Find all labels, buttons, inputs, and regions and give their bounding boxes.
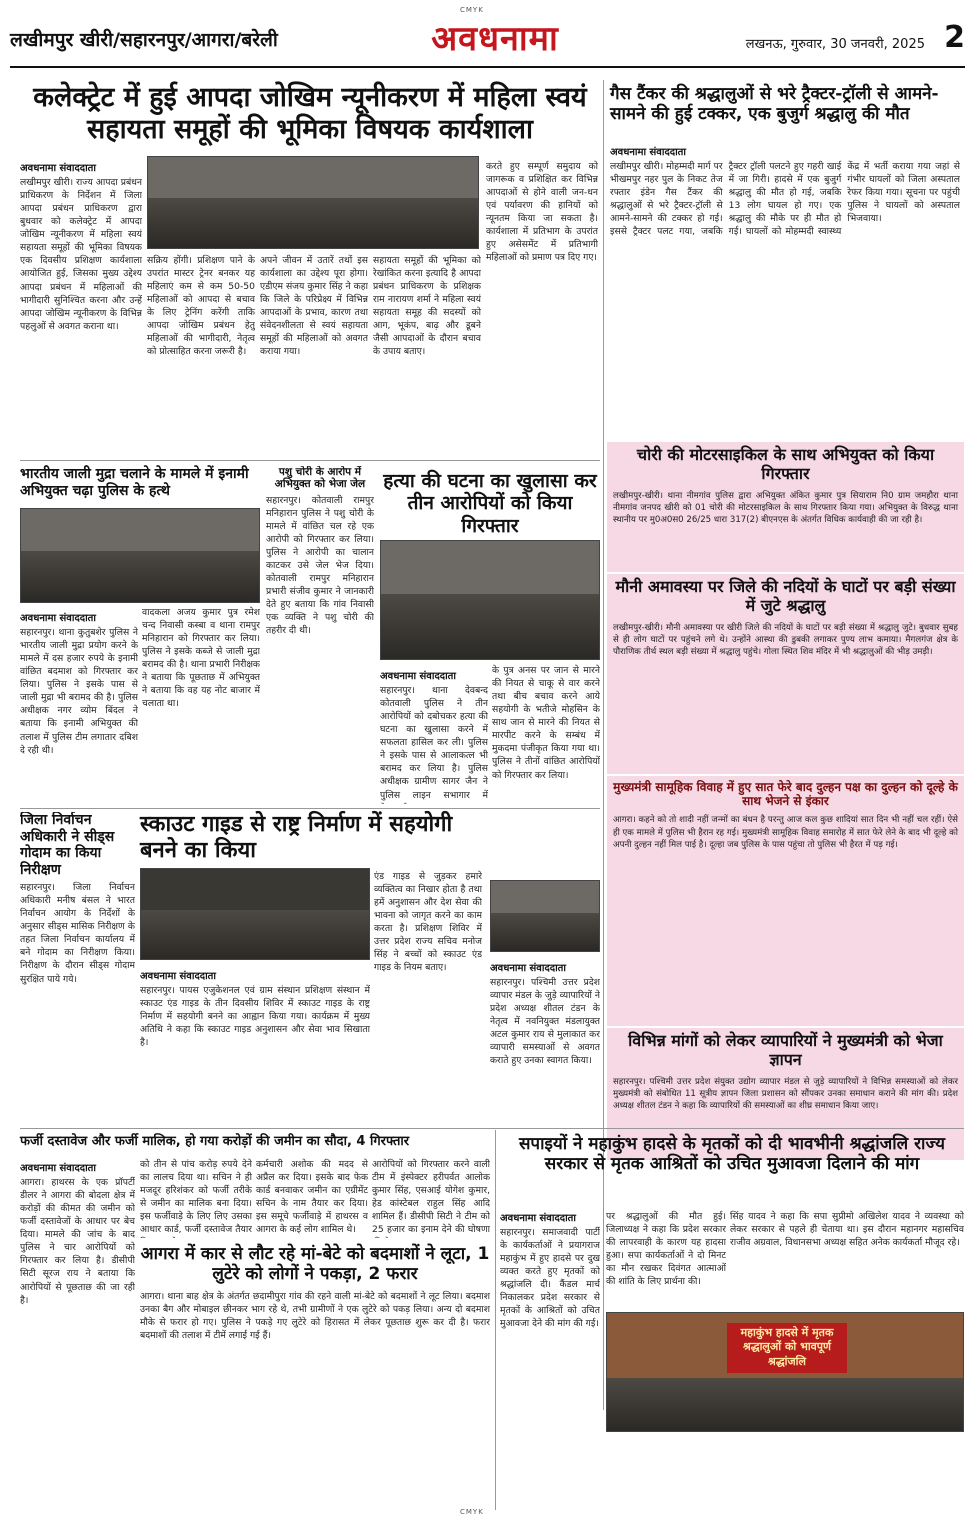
article-text: लखीमपुर-खीरी। थाना नीमगांव पुलिस द्वारा अभियुक्त अंकित कुमार पुत्र सियाराम नि0 ग्राम जमहौरा थाना नीमगांव जनपद खीरी को 01 चोरी की मोटरसाइकिल के साथ गिरफ्तार किया गया। अभियुक्त के विरुद्ध थाना स्थानीय पर मु0अ0स0 26/25 धारा 317(2) बीएनएस के अंतर्गत विधिक कार्यवाही की जा रही है। [613,490,958,526]
article-fake-documents-col3 [256,1158,368,1238]
headline-cattle-theft: पशु चोरी के आरोप में अभियुक्त को भेजा जेल [274,466,366,491]
article-fake-documents-col2 [140,1158,252,1238]
article-murder-col2 [492,664,600,804]
article-text: सहारनपुर। पश्चिमी उत्तर प्रदेश व्यापार मंडल के जुड़े व्यापारियों ने प्रदेश अध्यक्ष शीतल टंडन के नेतृत्व में नवनियुक्त मंडलायुक्त अटल कुमार राय से मुलाकात कर व्यापारी समस्याओं से अवगत कराते हुए उनका स्वागत किया। [490,977,600,1067]
headline-bike-theft: चोरी की मोटरसाइकिल के साथ अभियुक्त को किया गिरफ्तार [636,445,935,483]
article-text: सहारनपुर। पायस एजुकेशनल एवं ग्राम संस्थान प्रशिक्षण संस्थान में स्काउट एंड गाइड के तीन दिवसीय शिविर में स्काउट गाइड के राष्ट्र निर्माण में सहयोगी बनने का आह्वान किया गया। कार्यक्रम में मुख्य अतिथि ने कहा कि स्काउट गाइड अनुशासन और सेवा भाव सिखाता है। [140,985,370,1049]
box-mass-marriage [607,776,964,1026]
article-cattle-theft [266,466,374,806]
article-text: सहारनपुर। थाना देवबन्द कोतवाली पुलिस ने तीन आरोपियों को दबोचकर हत्या की घटना का खुलासा करने में सफलता हासिल कर ली। पुलिस ने इसके पास से आलाकत्ल भी बरामद कर लिया है। पुलिस अधीक्षक ग्रामीण सागर जैन ने पुलिस लाइन सभागार में [380,685,488,801]
article-scout-guide-col1 [140,964,370,1124]
workshop-photo [147,156,479,249]
article-commissioner [490,956,600,1124]
article-text: पर श्रद्धालुओं की मौत हुई। जिलाध्यक्ष ने कहा कि प्रदेश सरकार की लापरवाही के कारण यह हादसा हुआ। सपा कार्यकर्ताओं ने दो मिनट का मौन रखकर दिवंगत आत्माओं की शांति के लिए प्रार्थना की। [606,1211,726,1288]
byline: अवधनामा संवाददाता [20,1163,96,1174]
article-text: लखीमपुर खीरी। मोहम्मदी मार्ग पर भीखमपुर नहर पुल के निकट तेज रफ्तार इंडेन गैस टैंकर की श्रद्धालुओं से भरे ट्रैक्टर-ट्रॉली से आमने-सामने की टक्कर हो गई। इससे ट्रैक्टर पलट गया, जबकि ट्रैक्टर ट्रॉली पलटने हुए गहरी खाई में जा गिरी। हादसे में एक बुजुर्ग श्रद्धालु की मौत हो गई, जबकि 13 लोग घायल हो गए। एक श्रद्धालु की मौके पर ही मौत हो गई। घायलों को मोहम्मदी स्वास्थ्य केंद्र में भर्ती कराया गया जहां से गंभीर घायलों को जिला अस्पताल रेफर किया गया। सूचना पर पहुंची पुलिस ने घायलों को अस्पताल भिजवाया। [610,161,960,238]
byline: अवधनामा संवाददाता [140,971,216,982]
article-workshop-col3 [260,254,368,454]
logo-text: अवधनामा [431,19,559,59]
article-robbery [140,1290,490,1500]
article-text: लखीमपुर खीरी। राज्य आपदा प्रबंधन प्राधिकरण के निर्देशन में जिला आपदा प्रबंधन प्राधिकरण द्वारा बुधवार को कलेक्ट्रेट में आपदा जोखिम न्यूनीकरण में महिला स्वयं सहायता समूहों की भूमिका विषयक एक दिवसीय प्रशिक्षण कार्यशाला आयोजित हुई, जिसका मुख्य उद्देश्य आपदा प्रबंधन में महिलाओं की भागीदारी सुनिश्चित करना और उन्हें आपदा जोखिम न्यूनीकरण के विभिन्न पहलुओं से अवगत कराना था। [20,177,142,332]
article-workshop-col1 [20,156,142,456]
headline-scout-guide: स्काउट गाइड से राष्ट्र निर्माण में सहयोगी बनने का किया [140,812,453,863]
headline-mass-marriage: मुख्यमंत्री सामूहिक विवाह में हुए सात फेरे बाद दुल्हन पक्ष का दुल्हन को दूल्हे के साथ भेजने से इंकार [613,780,958,809]
headline-fake-documents: फर्जी दस्तावेज और फर्जी मालिक, हो गया करोड़ों की जमीन का सौदा, 4 गिरफ्तार [20,1134,410,1149]
headline-mauni-amavasya: मौनी अमावस्या पर जिले की नदियों के घाटों पर बड़ी संख्या में जुटे श्रद्धालु [615,577,956,615]
article-text: सक्रिय होंगी। प्रशिक्षण पाने के उपरांत मास्टर ट्रेनर बनकर यह महिलाएं कम से कम 50-50 महिलाओं को आपदा से बचाव के लिए ट्रेनिंग करेंगी ताकि आपदा जोखिम प्रबंधन हेतु महिलाओं की भागीदारी, नेतृत्व को प्रोत्साहित करना जरूरी है। [147,255,255,358]
headline-workshop: कलेक्ट्रेट में हुई आपदा जोखिम न्यूनीकरण में महिला स्वयं सहायता समूहों की भूमिका विषयक कार्यशाला [33,82,587,145]
commissioner-photo [490,880,600,952]
headline-gas-tanker: गैस टैंकर की श्रद्धालुओं से भरे ट्रैक्टर-ट्रॉली से आमने-सामने की हुई टक्कर, एक बुजुर्ग श्रद्धालु की मौत [610,84,939,125]
article-text: के पुत्र अनस पर जान से मारने की नियत से चाकू से वार करने तथा बीच बचाव करने आये सहयोगी के भतीजे मोहसिन के साथ जान से मारने की नियत से मारपीट करने के सम्बंध में मुकदमा पंजीकृत किया गया था। पुलिस ने तीनों वांछित आरोपियों को गिरफ्तार कर लिया। [492,665,600,781]
article-text: सहारनपुर। जिला निर्वाचन अधिकारी मनीष बंसल ने भारत निर्वाचन आयोग के निर्देशों के अनुसार सीड्स मासिक निरीक्षण के तहत जिला निर्वाचन कार्यालय में बने गोदाम का निरीक्षण किया। निरीक्षण के दौरान सीड्स गोदाम सुरक्षित पाये गये। [20,882,135,985]
masthead [10,14,965,68]
article-sp-tribute-col2 [606,1210,726,1310]
article-gas-tanker [610,140,960,440]
headline-murder-case: हत्या की घटना का खुलासा कर तीन आरोपियों को किया गिरफ्तार [383,470,597,537]
cmyk-marker: CMYK [460,6,484,14]
article-text: आगरा। कहने को तो शादी नहीं जन्मों का बंधन है परन्तु आज कल कुछ शादियां सात दिन भी नहीं चल रहीं। ऐसे ही एक मामले में पुलिस भी हैरान रह गई। मुख्यमंत्री सामूहिक विवाह समारोह में सात फेरे लेने के बाद भी दूल्हे को अपनी दुल्हन नहीं मिल पाई है। दूल्हा जब पुलिस के पास पहुंचा तो पुलिस भी हैरत में पड़ गई। [613,815,958,850]
article-text: आगरा। हाथरस के एक प्रॉपर्टी डीलर ने आगरा की बोदला क्षेत्र में करोड़ों की कीमत की जमीन को फर्जी दस्तावेजों के आधार पर बेच दिया। मामले की जांच के बाद पुलिस ने चार आरोपियों को गिरफ्तार कर लिया है। डीसीपी सिटी सूरज राय ने बताया कि आरोपियों से पूछताछ की जा रही है। [20,1177,135,1306]
article-text: आगरा। थाना बाह क्षेत्र के अंतर्गत छदामीपुरा गांव की रहने वाली मां-बेटे को बदमाशों ने लूट लिया। बदमाश उनका बैग और मोबाइल छीनकर भाग रहे थे, तभी ग्रामीणों ने एक लुटेरे को पकड़ लिया। अन्य दो बदमाश मौके से फरार हो गए। पुलिस ने पकड़े गए लुटेरे को हिरासत में लेकर पूछताछ शुरू कर दी है। फरार बदमाशों की तलाश में टीमें लगाई गई हैं। [140,1291,490,1342]
headline-election-officer: जिला निर्वाचन अधिकारी ने सीड्स गोदाम का किया निरीक्षण [20,812,115,878]
dateline: लखनऊ, गुरुवार, 30 जनवरी, 2025 [745,37,925,52]
article-text: अपने जीवन में उतारें तथों इस कार्यशाला का उद्देश्य पूरा होगा। एडीएम संजय कुमार सिंह ने कहा कि जिले के परिप्रेक्ष्य में विभिन्न आपदाओं के प्रभाव, कारण तथा संवेदनशीलता से स्वयं सहायता समूहों की महिलाओं को अवगत कराया गया। [260,255,368,358]
article-text: एंड गाइड से जुड़कर हमारे व्यक्तित्व का निखार होता है तथा हमें अनुशासन और देश सेवा की भावना को जागृत करने का काम करता है। प्रशिक्षण शिविर में उत्तर प्रदेश राज्य सचिव मनोज सिंह ने बच्चों को स्काउट एंड गाइड के नियम बताए। [374,871,482,974]
byline: अवधनामा संवाददाता [610,147,686,158]
article-workshop-col4 [373,254,481,454]
article-scout-guide-col2 [374,870,482,1124]
article-sp-tribute-col3 [730,1210,964,1310]
newspaper-logo [410,14,580,66]
scout-guide-photo [140,868,370,960]
headline-traders-memorandum: विभिन्न मांगों को लेकर व्यापारियों ने मुख्यमंत्री को भेजा ज्ञापन [628,1031,943,1069]
article-workshop-col2 [147,254,255,454]
byline: अवधनामा संवाददाता [500,1213,576,1224]
article-text: सहायता समूहों की भूमिका को रेखांकित करना इत्यादि है आपदा प्रबंधन प्राधिकरण के प्रशिक्षक राम नारायण शर्मा ने महिला स्वयं सहायता समूह की सदस्यों को आग, भूकंप, बाढ़ और डूबने जैसी आपदाओं के दौरान बचाव के उपाय बताए। [373,255,481,358]
headline-robbery: आगरा में कार से लौट रहे मां-बेटे को बदमाशों ने लूटा, 1 लुटेरे को लोगों ने पकड़ा, 2 फरार [140,1244,490,1285]
headline-fake-currency: भारतीय जाली मुद्रा चलाने के मामले में इनामी अभियुक्त चढ़ा पुलिस के हत्थे [20,466,249,499]
edition-title: लखीमपुर खीरी/सहारनपुर/आगरा/बरेली [10,29,278,51]
byline: अवधनामा संवाददाता [20,613,96,624]
murder-case-photo [380,540,600,660]
article-text: सिंह यादव ने कहा कि सपा सुप्रीमो अखिलेश यादव ने व्यवस्था को लेकर सरकार से पहले ही चेताया था। इस दौरान महानगर महासचिव राजीव अग्रवाल, विधानसभा अध्यक्ष सहित अनेक कार्यकर्ता मौजूद रहे। [730,1211,964,1249]
box-mauni-amavasya [607,574,964,774]
article-text: सहारनपुर। पश्चिमी उत्तर प्रदेश संयुक्त उद्योग व्यापार मंडल से जुड़े व्यापारियों ने विभिन्न समस्याओं को लेकर मुख्यमंत्री को संबोधित 11 सूत्रीय ज्ञापन जिला प्रशासन को सौंपकर उनका समाधान कराने की मांग की। प्रदेश अध्यक्ष शीतल टंडन ने कहा कि व्यापारियों की समस्याओं का शीघ्र समाधान किया जाए। [613,1076,958,1112]
article-text: आरोपियों को गिरफ्तार करने वाली टीम में इंस्पेक्टर हरीपर्वत आलोक कुमार सिंह, एसआई योगेश कुमार, हेड कांस्टेबल राहुल सिंह आदि शामिल हैं। डीसीपी सिटी ने टीम को 25 हजार का इनाम देने की घोषणा [372,1159,490,1236]
article-text: वादकला अजय कुमार पुत्र रमेश चन्द निवासी कस्बा व थाना रामपुर मनिहारान को गिरफ्तार कर लिया। पुलिस ने इसके कब्जे से जाली मुद्रा बरामद की है। थाना प्रभारी निरीक्षक ने बताया कि पूछताछ में अभियुक्त ने बताया कि वह यह नोट बाजार में चलाता था। [142,607,260,710]
page-number: 2 [944,20,965,55]
article-text: सहारनपुर। थाना कुतुबशेर पुलिस ने भारतीय जाली मुद्रा प्रयोग करने के मामले में दस हजार रुपये के इनामी वांछित बदमाश को गिरफ्तार कर लिया। पुलिस ने इसके पास से जाली मुद्रा भी बरामद की है। पुलिस अधीक्षक नगर व्योम बिंदल ने बताया कि इनामी अभियुक्त की तलाश में पुलिस टीम लगातार दबिश दे रही थी। [20,627,138,756]
article-fake-documents-col1 [20,1156,135,1501]
article-fake-currency-col2 [142,606,260,806]
article-text: सहारनपुर। समाजवादी पार्टी के कार्यकर्ताओं ने प्रयागराज महाकुंभ में हुए हादसे पर दुख व्यक्त करते हुए मृतकों को श्रद्धांजलि दी। कैंडल मार्च निकालकर प्रदेश सरकार से मृतकों के आश्रितों को उचित मुआवजा देने की मांग की गई। [500,1227,600,1330]
article-text: सहारनपुर। कोतवाली रामपुर मनिहारान पुलिस ने पशु चोरी के मामले में वांछित चल रहे एक आरोपी को गिरफ्तार कर लिया। पुलिस ने आरोपी का चालान काटकर उसे जेल भेज दिया। कोतवाली रामपुर मनिहारान प्रभारी संजीव कुमार ने जानकारी देते हुए बताया कि गांव निवासी एक व्यक्ति ने पशु चोरी की तहरीर दी थी। [266,494,374,637]
article-fake-currency-col1 [20,606,138,806]
byline: अवधनामा संवाददाता [380,671,456,682]
byline: अवधनामा संवाददाता [490,963,566,974]
article-election-officer [20,812,135,1112]
article-text: कर्मचारी अशोक की मदद से अप्रैल कर दिया। इसके बाद फेक कार्ड बनवाकर जमीन का एग्रीमेंट सचिन के नाम तैयार कर दिया। इस समूचे फर्जीवाड़े में हाथरस व आगरा के कई लोग शामिल थे। [256,1159,368,1236]
article-text: लखीमपुर-खीरी। मौनी अमावस्या पर खीरी जिले की नदियों के घाटों पर बड़ी संख्या में श्रद्धालु जुटे। बुधवार सुबह से ही लोग घाटों पर पहुंचने लगे थे। उन्होंने आस्था की डुबकी लगाकर पुण्य लाभ कमाया। मैगलगंज क्षेत्र के पौराणिक तीर्थ स्थल बड़ी संख्या में श्रद्धालु पहुंचे। गोला स्थित शिव मंदिर में भी श्रद्धालुओं की भीड़ उमड़ी। [613,622,958,658]
article-murder-col1 [380,664,488,804]
article-sp-tribute-col1 [500,1206,600,1506]
article-fake-documents-col4 [372,1158,490,1238]
headline-sp-tribute: सपाइयों ने महाकुंभ हादसे के मृतकों को दी भावभीनी श्रद्धांजलि राज्य सरकार से मृतक आश्रितों को उचित मुआवजा दिलाने की मांग [518,1134,946,1175]
cmyk-marker-bottom: CMYK [460,1508,484,1516]
article-workshop-col5 [486,160,598,454]
byline: अवधनामा संवाददाता [20,163,96,174]
article-text: करते हुए सम्पूर्ण समुदाय को जागरूक व प्रशिक्षित कर विभिन्न आपदाओं से होने वाली जन-धन एवं पर्यावरण की हानियों को न्यूनतम किया जा सकता है। कार्यशाला में प्रतिभाग के उपरांत हुए असेसमेंट में प्रतिभागी महिलाओं को प्रमाण पत्र दिए गए। [486,161,598,264]
tribute-poster: महाकुंभ हादसे में मृतक श्रद्धालुओं को भावपूर्ण श्रद्धांजलि [727,1323,847,1373]
fake-currency-photo [20,508,260,603]
article-text: को तीन से पांच करोड़ रुपये देने का लालच दिया था। सचिन ने ही मजदूर हरिशंकर को फर्जी तरीके से जमीन का मालिक बना दिया। इस फर्जीवाड़े के लिए लिए उसका आधार कार्ड, फर्जी दस्तावेज तैयार [140,1159,252,1236]
sp-tribute-photo [606,1312,964,1432]
box-bike-theft [607,442,964,572]
